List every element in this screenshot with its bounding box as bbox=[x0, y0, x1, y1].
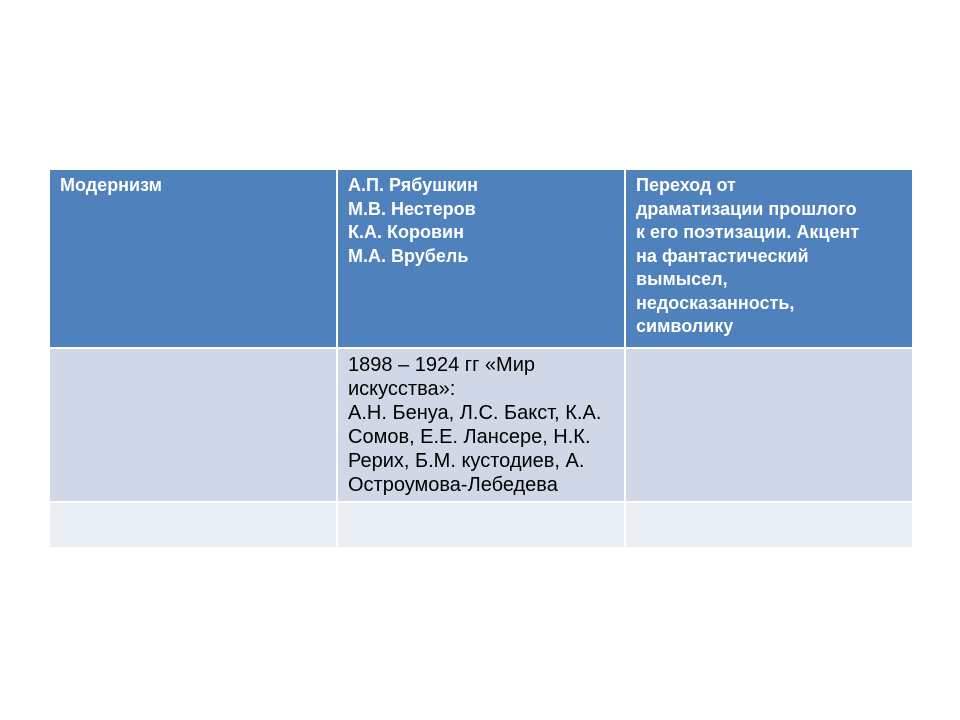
description-line: к его поэтизации. Акцент bbox=[636, 222, 860, 242]
mir-iskusstva-line: А.Н. Бенуа, Л.С. Бакст, К.А. bbox=[348, 402, 602, 424]
description-line: на фантастический bbox=[636, 245, 809, 266]
description-line: вымысел, bbox=[636, 269, 728, 289]
artist-line: М.А. Врубель bbox=[348, 245, 469, 266]
artist-line: К.А. Коровин bbox=[348, 222, 464, 242]
table-header-row bbox=[49, 169, 913, 348]
table-row bbox=[49, 502, 913, 548]
artist-line: М.В. Нестеров bbox=[348, 198, 476, 219]
description-line: Переход от bbox=[636, 175, 736, 195]
mir-iskusstva-line: искусства»: bbox=[348, 378, 456, 400]
artist-line: А.П. Рябушкин bbox=[348, 175, 479, 195]
cell-empty bbox=[625, 348, 913, 502]
cell-description bbox=[625, 169, 913, 348]
cell-empty bbox=[337, 502, 625, 548]
cell-empty bbox=[625, 502, 913, 548]
cell-style-name bbox=[49, 169, 337, 348]
mir-iskusstva-line: Сомов, Е.Е. Лансере, Н.К. bbox=[348, 426, 591, 448]
mir-iskusstva-line: Остроумова-Лебедева bbox=[348, 474, 558, 496]
cell-text: Модернизм bbox=[60, 175, 162, 195]
modernism-table bbox=[48, 168, 914, 549]
mir-iskusstva-line: Рерих, Б.М. кустодиев, А. bbox=[348, 450, 585, 472]
cell-empty bbox=[49, 348, 337, 502]
description-line: недосказанность, bbox=[636, 292, 795, 313]
cell-mir-iskusstva bbox=[337, 348, 625, 502]
description-line: драматизации прошлого bbox=[636, 198, 857, 219]
mir-iskusstva-line: 1898 – 1924 гг «Мир bbox=[348, 354, 536, 376]
cell-artists bbox=[337, 169, 625, 348]
cell-empty bbox=[49, 502, 337, 548]
table-row bbox=[49, 348, 913, 502]
description-line: символику bbox=[636, 316, 734, 336]
